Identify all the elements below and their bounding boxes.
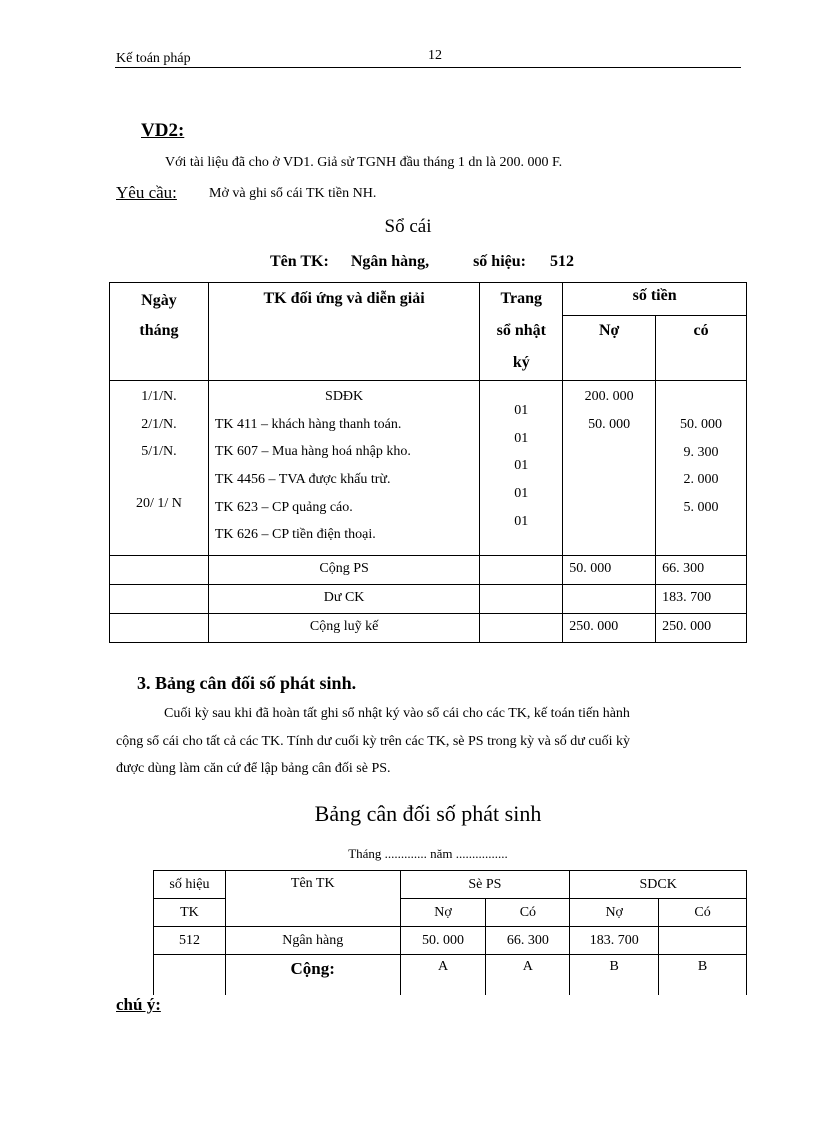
col-description-header: TK đối ứng và diễn giải [208, 283, 479, 381]
ledger-dates [110, 381, 209, 556]
ledger-descriptions [208, 381, 479, 556]
bc-total-sdck-credit: B [659, 955, 747, 996]
bc-row [154, 927, 747, 955]
debit-cell: 50. 000 [588, 416, 631, 432]
date-cell: 20/ 1/ N [135, 496, 182, 512]
debit-cell: 200. 000 [584, 389, 634, 404]
date-cell [110, 466, 208, 490]
credit-cell: 5. 000 [683, 500, 719, 516]
journal-cell: 01 [514, 403, 529, 418]
bc-header-number-tk: TK [154, 899, 226, 927]
account-label: Tên TK: [270, 253, 329, 270]
bc-header-sdck-debit: Nợ [570, 899, 659, 927]
requirement-label: Yêu cầu: [116, 183, 177, 202]
bc-header-ps-debit: Nợ [400, 899, 486, 927]
note-label: chú ý: [116, 995, 161, 1014]
account-number: 512 [549, 253, 574, 270]
journal-cell: 01 [514, 513, 529, 529]
description-cell: TK 607 – Mua hàng hoá nhập kho. [214, 444, 411, 460]
credit-cell: 2. 000 [683, 472, 719, 488]
journal-cell: 01 [514, 486, 529, 502]
description-cell: TK 626 – CP tiền điện thoại. [214, 527, 376, 543]
col-credit-header: có [656, 316, 747, 381]
ledger-total-row [110, 614, 747, 643]
paragraph-line: Cuối kỳ sau khi đã hoàn tất ghi sổ nhật ký vào sổ cái cho các TK, kế toán tiến hành [164, 706, 630, 721]
description-cell: TK 623 – CP quảng cáo. [214, 499, 353, 515]
credit-cell: 50. 000 [680, 417, 723, 432]
ledger-account-line [270, 253, 574, 271]
bc-header-ps: Sè PS [400, 871, 570, 899]
total-label: Dư CK [208, 585, 479, 614]
col-journal-header [480, 283, 563, 381]
journal-cell: 01 [514, 430, 529, 446]
date-cell: 1/1/N. [141, 389, 177, 404]
paragraph-line: cộng sổ cái cho tất cả các TK. Tính dư cuối kỳ trên các TK, sè PS trong kỳ và số dư cuối kỳ [116, 734, 631, 749]
date-cell: 2/1/N. [141, 416, 177, 432]
header-title: Kế toán pháp [116, 51, 191, 66]
col-journal-line-3: ký [512, 354, 530, 371]
total-label: Cộng PS [208, 556, 479, 585]
ledger-debits [563, 381, 656, 556]
bc-cell-ps-credit: 66. 300 [486, 927, 570, 955]
bc-header-sdck: SDCK [570, 871, 747, 899]
credit-cell: 9. 300 [683, 444, 719, 460]
description-cell: SDĐK [325, 389, 364, 404]
description-cell: TK 4456 – TVA được khấu trừ. [214, 472, 391, 488]
bc-header-name: Tên TK [225, 871, 400, 927]
bc-total-sdck-debit: B [570, 955, 659, 996]
total-credit: 183. 700 [656, 585, 747, 614]
bc-cell-ps-debit: 50. 000 [400, 927, 486, 955]
account-name: Ngân hàng, [350, 253, 430, 270]
bc-header-sdck-credit: Có [659, 899, 747, 927]
page-number: 12 [428, 48, 442, 63]
bc-cell-name: Ngân hàng [225, 927, 400, 955]
ledger-credits [656, 381, 747, 556]
account-number-label: số hiệu: [473, 253, 526, 270]
ledger-journal-pages [480, 381, 563, 556]
bc-total-row [154, 955, 747, 996]
total-debit: 50. 000 [563, 556, 656, 585]
requirement-text: Mở và ghi sổ cái TK tiền NH. [209, 186, 377, 201]
col-date-line-2: tháng [139, 322, 179, 339]
description-cell: TK 411 – khách hàng thanh toán. [214, 416, 402, 432]
example-intro: Với tài liệu đã cho ở VD1. Giả sử TGNH đầu tháng 1 dn là 200. 000 F. [165, 155, 563, 170]
bc-total-label: Cộng: [225, 955, 400, 996]
col-date-header [110, 283, 209, 381]
balance-table-title: Bảng cân đối số phát sinh [314, 801, 542, 826]
bc-header-number: số hiệu [154, 871, 226, 899]
bc-total-ps-credit: A [486, 955, 570, 996]
col-journal-line-2: sổ nhật [496, 322, 546, 339]
balance-month-line: Tháng ............. năm ................ [348, 846, 508, 861]
section-heading: 3. Bảng cân đối số phát sinh. [137, 673, 357, 693]
bc-cell-sdck-credit [659, 927, 747, 955]
total-label: Cộng luỹ kế [208, 614, 479, 643]
paragraph-line: được dùng làm căn cứ để lập bảng cân đối sè PS. [116, 761, 391, 776]
col-amount-header: số tiền [563, 283, 747, 316]
bc-header-ps-credit: Có [486, 899, 570, 927]
ledger-total-row [110, 556, 747, 585]
col-debit-header: Nợ [563, 316, 656, 381]
bc-total-ps-debit: A [400, 955, 486, 996]
ledger-title: Sổ cái [384, 216, 432, 237]
balance-table [153, 870, 747, 995]
total-debit [563, 585, 656, 614]
total-debit: 250. 000 [563, 614, 656, 643]
bc-cell-number: 512 [154, 927, 226, 955]
journal-cell: 01 [514, 458, 529, 474]
ledger-table [109, 282, 747, 643]
bc-cell-sdck-debit: 183. 700 [570, 927, 659, 955]
total-credit: 250. 000 [656, 614, 747, 643]
example-heading: VD2: [141, 120, 185, 141]
total-credit: 66. 300 [656, 556, 747, 585]
col-date-line-1: Ngày [141, 292, 177, 309]
date-cell: 5/1/N. [141, 444, 177, 460]
header-rule [115, 67, 741, 68]
col-journal-line-1: Trang [500, 290, 543, 307]
ledger-total-row [110, 585, 747, 614]
